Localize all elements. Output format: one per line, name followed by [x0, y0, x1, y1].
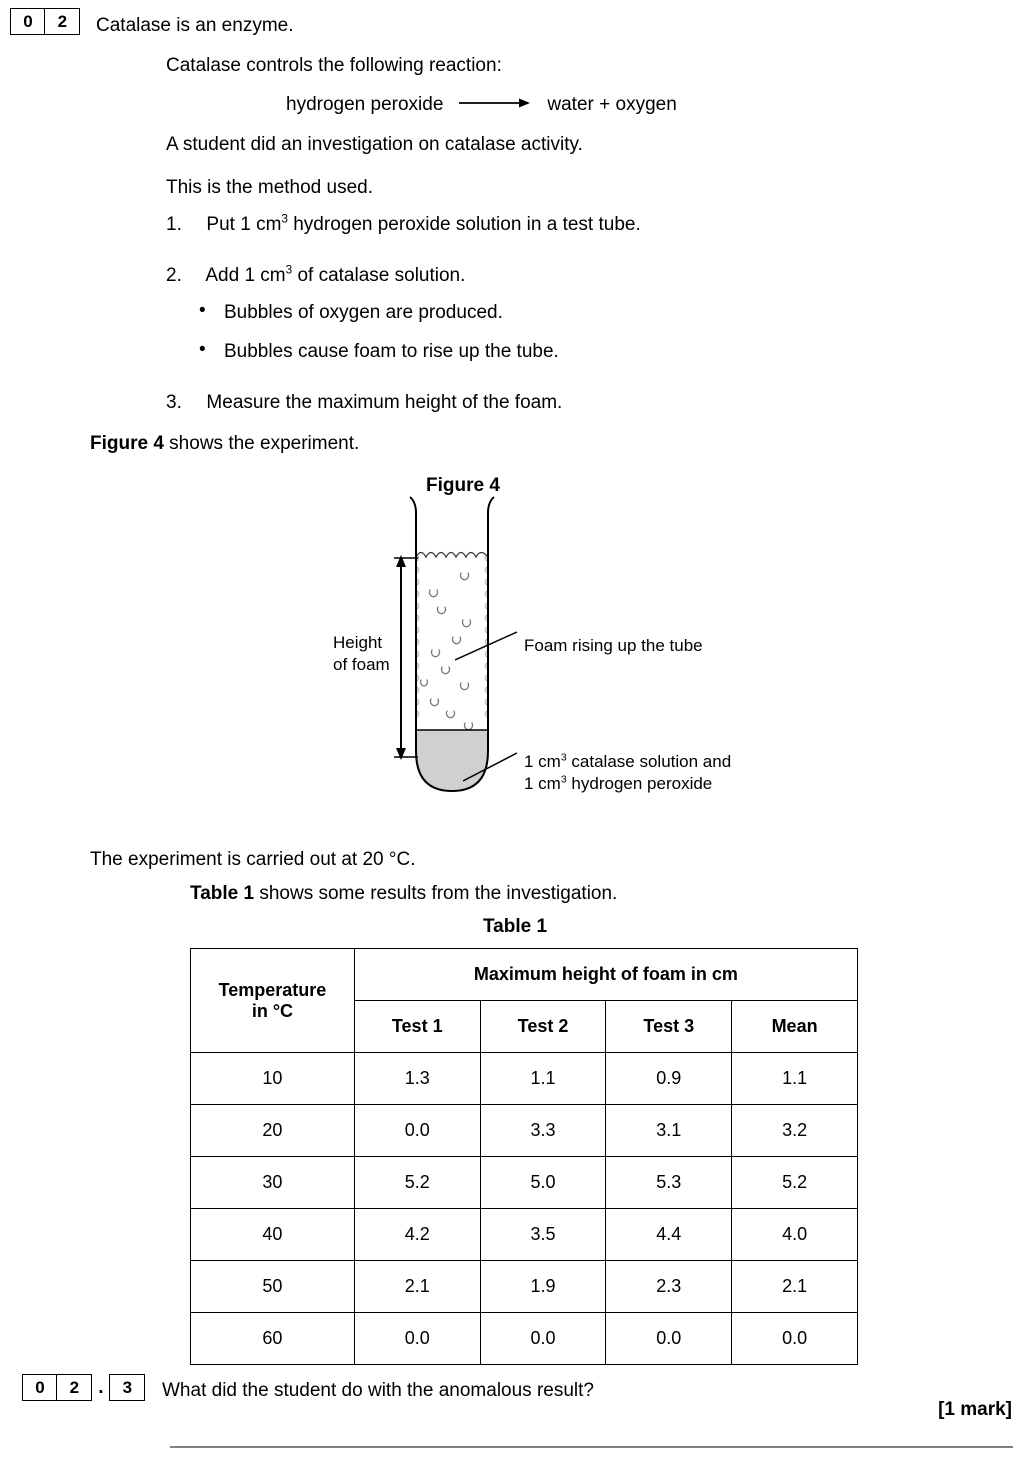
method-step-1 — [166, 212, 641, 237]
table-header-row-1 — [191, 949, 858, 1001]
liquid-callout-label — [524, 751, 731, 795]
results-table — [190, 948, 858, 1365]
table-row — [191, 1105, 858, 1157]
table-intro-line — [190, 881, 617, 906]
cell-test1: 0.0 — [354, 1105, 480, 1157]
cell-temperature: 50 — [191, 1261, 355, 1313]
cell-mean: 1.1 — [732, 1053, 858, 1105]
cell-test3: 0.0 — [606, 1313, 732, 1365]
bullet-point-icon-1: • — [199, 300, 206, 321]
cell-temperature: 40 — [191, 1209, 355, 1261]
method-step-3-number: 3. — [166, 392, 182, 413]
cell-temperature: 60 — [191, 1313, 355, 1365]
sub-bullet-2: Bubbles cause foam to rise up the tube. — [224, 341, 559, 362]
cell-temperature: 30 — [191, 1157, 355, 1209]
header-test-3: Test 3 — [606, 1001, 732, 1053]
mark-allocation: [1 mark] — [938, 1399, 1012, 1420]
sub-question-digit-box-1: 0 — [22, 1374, 58, 1401]
foam-callout-label: Foam rising up the tube — [524, 636, 703, 655]
cell-mean: 0.0 — [732, 1313, 858, 1365]
investigation-line: A student did an investigation on catalase activity. — [166, 134, 583, 155]
header-mean: Mean — [732, 1001, 858, 1053]
header-temperature-line1: Temperature — [218, 979, 327, 1000]
cell-test2: 1.9 — [480, 1261, 606, 1313]
header-temperature-line2: in °C — [251, 1000, 294, 1021]
cell-test2: 3.5 — [480, 1209, 606, 1261]
cell-test3: 0.9 — [606, 1053, 732, 1105]
equation-reactant: hydrogen peroxide — [286, 94, 444, 115]
cell-test1: 1.3 — [354, 1053, 480, 1105]
cell-temperature: 20 — [191, 1105, 355, 1157]
cell-test2: 0.0 — [480, 1313, 606, 1365]
table-row — [191, 1053, 858, 1105]
figure-caption: Figure 4 — [426, 475, 500, 496]
foam-surface — [416, 553, 488, 558]
table-intro-bold: Table 1 — [190, 883, 255, 904]
height-of-foam-arrow — [388, 555, 418, 760]
temperature-line: The experiment is carried out at 20 °C. — [90, 849, 416, 870]
method-step-2-number: 2. — [166, 265, 182, 286]
table-intro-rest: shows some results from the investigation. — [254, 883, 618, 904]
question-digit-box-2: 2 — [44, 8, 80, 35]
table-row — [191, 1209, 858, 1261]
table-row — [191, 1157, 858, 1209]
sub-question-dot: . — [98, 1377, 104, 1398]
header-test-2: Test 2 — [480, 1001, 606, 1053]
method-step-3-text: Measure the maximum height of the foam. — [206, 392, 563, 413]
equation-products: water + oxygen — [547, 94, 677, 115]
liquid-callout-l2-post: hydrogen peroxide — [566, 774, 713, 793]
figure-intro-rest: shows the experiment. — [163, 433, 360, 454]
method-step-1-text-post: hydrogen peroxide solution in a test tube. — [287, 214, 641, 235]
liquid-callout-l1-pre: 1 cm — [524, 752, 561, 771]
intro-line: Catalase is an enzyme. — [96, 15, 294, 36]
table-row — [191, 1313, 858, 1365]
liquid-callout-l1-sup: 3 — [560, 751, 567, 764]
sub-question-number-02-3 — [22, 1374, 145, 1401]
sub-question-part-box: 3 — [109, 1374, 145, 1401]
liquid-callout-line-1 — [524, 751, 731, 773]
method-step-2 — [166, 263, 465, 288]
table-caption: Table 1 — [482, 916, 548, 937]
question-digit-box-1: 0 — [10, 8, 46, 35]
method-step-1-superscript: 3 — [281, 212, 288, 226]
cell-test1: 0.0 — [354, 1313, 480, 1365]
method-step-1-number: 1. — [166, 214, 182, 235]
liquid-callout-l1-post: catalase solution and — [566, 752, 732, 771]
foam-callout-leader-line — [455, 630, 525, 662]
liquid-callout-l2-sup: 3 — [560, 773, 567, 786]
liquid-callout-leader-line — [463, 751, 523, 783]
cell-test1: 2.1 — [354, 1261, 480, 1313]
sub-question-digit-box-2: 2 — [56, 1374, 92, 1401]
height-of-foam-label — [333, 632, 390, 676]
controls-line: Catalase controls the following reaction: — [166, 55, 502, 76]
reaction-equation — [286, 92, 677, 117]
cell-mean: 3.2 — [732, 1105, 858, 1157]
cell-test2: 5.0 — [480, 1157, 606, 1209]
method-step-2-superscript: 3 — [285, 263, 293, 277]
cell-test2: 3.3 — [480, 1105, 606, 1157]
cell-test3: 2.3 — [606, 1261, 732, 1313]
question-number-02 — [10, 8, 80, 35]
cell-test1: 4.2 — [354, 1209, 480, 1261]
sub-question-text: What did the student do with the anomalous result? — [162, 1380, 594, 1401]
header-temperature — [191, 949, 355, 1053]
table-row — [191, 1261, 858, 1313]
liquid-callout-l2-pre: 1 cm — [524, 774, 561, 793]
height-of-foam-label-line2: of foam — [333, 655, 390, 674]
figure-intro-line — [90, 431, 359, 456]
cell-temperature: 10 — [191, 1053, 355, 1105]
cell-mean: 4.0 — [732, 1209, 858, 1261]
bullet-point-icon-2: • — [199, 339, 206, 360]
header-test-1: Test 1 — [354, 1001, 480, 1053]
cell-test3: 4.4 — [606, 1209, 732, 1261]
cell-mean: 5.2 — [732, 1157, 858, 1209]
figure-intro-bold: Figure 4 — [90, 433, 164, 454]
liquid-callout-line-2 — [524, 773, 731, 795]
method-step-2-text-post: of catalase solution. — [292, 265, 466, 286]
cell-test3: 5.3 — [606, 1157, 732, 1209]
figure-4 — [0, 470, 1030, 830]
cell-mean: 2.1 — [732, 1261, 858, 1313]
header-max-height-span: Maximum height of foam in cm — [354, 949, 857, 1001]
cell-test1: 5.2 — [354, 1157, 480, 1209]
cell-test2: 1.1 — [480, 1053, 606, 1105]
method-intro-line: This is the method used. — [166, 177, 373, 198]
method-step-3 — [166, 390, 562, 415]
method-step-1-text-pre: Put 1 cm — [206, 214, 282, 235]
height-of-foam-label-line1: Height — [333, 633, 383, 652]
method-step-2-text-pre: Add 1 cm — [205, 265, 286, 286]
cell-test3: 3.1 — [606, 1105, 732, 1157]
sub-bullet-1: Bubbles of oxygen are produced. — [224, 302, 503, 323]
answer-line[interactable] — [170, 1446, 1013, 1448]
arrow-right-icon — [459, 92, 531, 117]
